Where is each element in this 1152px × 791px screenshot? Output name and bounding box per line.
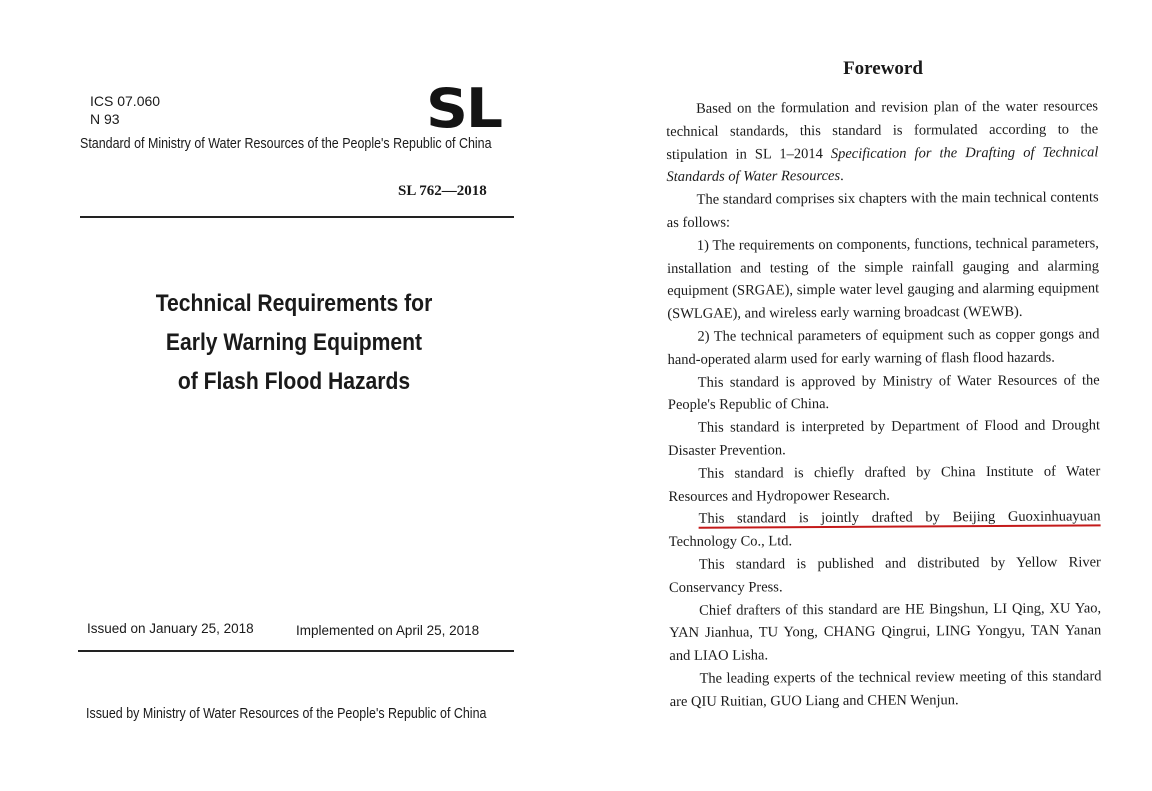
paragraph-drafters: Chief drafters of this standard are HE Bingshun, LI Qing, XU Yao, YAN Jianhua, TU Yong, CHANG Qingrui, LING Yongyu, TAN Yanan and LIAO Lisha. <box>669 599 1102 665</box>
sl-logo: SL <box>426 77 501 140</box>
paragraph-formulation-text: Based on the formulation and revision plan of the water resources technical standards, this standard is formulated according to the stipulation in SL 1–2014 <box>666 98 1099 163</box>
ics-code: ICS 07.060 <box>90 93 161 109</box>
title-line-3: of Flash Flood Hazards <box>177 368 411 395</box>
paragraph-item-1: 1) The requirements on components, functions, technical parameters, installation and testing of the simple rainfall gauging and alarming equipment (SRGAE), simple water level gauging and alarming equipment (SWLGAE), and wireless early warning broadcast (WEWB). <box>666 235 1100 323</box>
paragraph-formulation <box>666 95 1099 189</box>
classification-codes <box>90 92 160 128</box>
paragraph-chief-drafter: This standard is chiefly drafted by China Institute of Water Resources and Hydropower Research. <box>668 463 1101 505</box>
cover-page <box>0 0 560 791</box>
paragraph-approved: This standard is approved by Ministry of Water Resources of the People's Republic of China. <box>667 371 1100 414</box>
foreword-title: Foreword <box>843 58 923 79</box>
paragraph-interpreted: This standard is interpreted by Department of Flood and Drought Disaster Prevention. <box>668 417 1101 459</box>
joint-drafter-rest: Technology Co., Ltd. <box>668 533 793 551</box>
paragraph-item-2: 2) The technical parameters of equipment such as copper gongs and hand-operated alarm used for early warning of flash flood hazards. <box>667 326 1100 368</box>
specification-title: Specification for the Drafting of Technical Standards of Water Resources <box>666 143 1099 186</box>
highlighted-text: This standard is jointly drafted by Beijing Guoxinhuayuan <box>698 508 1101 528</box>
title-line-1: Technical Requirements for <box>155 290 433 317</box>
ministry-line: Standard of Ministry of Water Resources of the People's Republic of China <box>80 136 492 152</box>
issued-by: Issued by Ministry of Water Resources of the People's Republic of China <box>86 706 487 722</box>
foreword-page <box>660 0 1100 791</box>
paragraph-joint-drafter <box>669 506 1101 554</box>
paragraph-publisher: This standard is published and distributed by Yellow River Conservancy Press. <box>668 554 1101 596</box>
issued-date: Issued on January 25, 2018 <box>87 621 254 636</box>
top-divider <box>80 216 514 218</box>
bottom-divider <box>78 650 514 652</box>
paragraph-contents: The standard comprises six chapters with the main technical contents as follows: <box>666 189 1099 231</box>
implemented-date: Implemented on April 25, 2018 <box>296 623 480 638</box>
class-code: N 93 <box>90 111 120 127</box>
paragraph-formulation-end: . <box>840 168 844 185</box>
cover-title <box>109 284 479 401</box>
foreword-body <box>666 95 1102 713</box>
standard-number: SL 762—2018 <box>398 183 487 199</box>
paragraph-experts: The leading experts of the technical review meeting of this standard are QIU Ruitian, GUO Liang and CHEN Wenjun. <box>669 668 1102 710</box>
title-line-2: Early Warning Equipment <box>165 329 423 356</box>
